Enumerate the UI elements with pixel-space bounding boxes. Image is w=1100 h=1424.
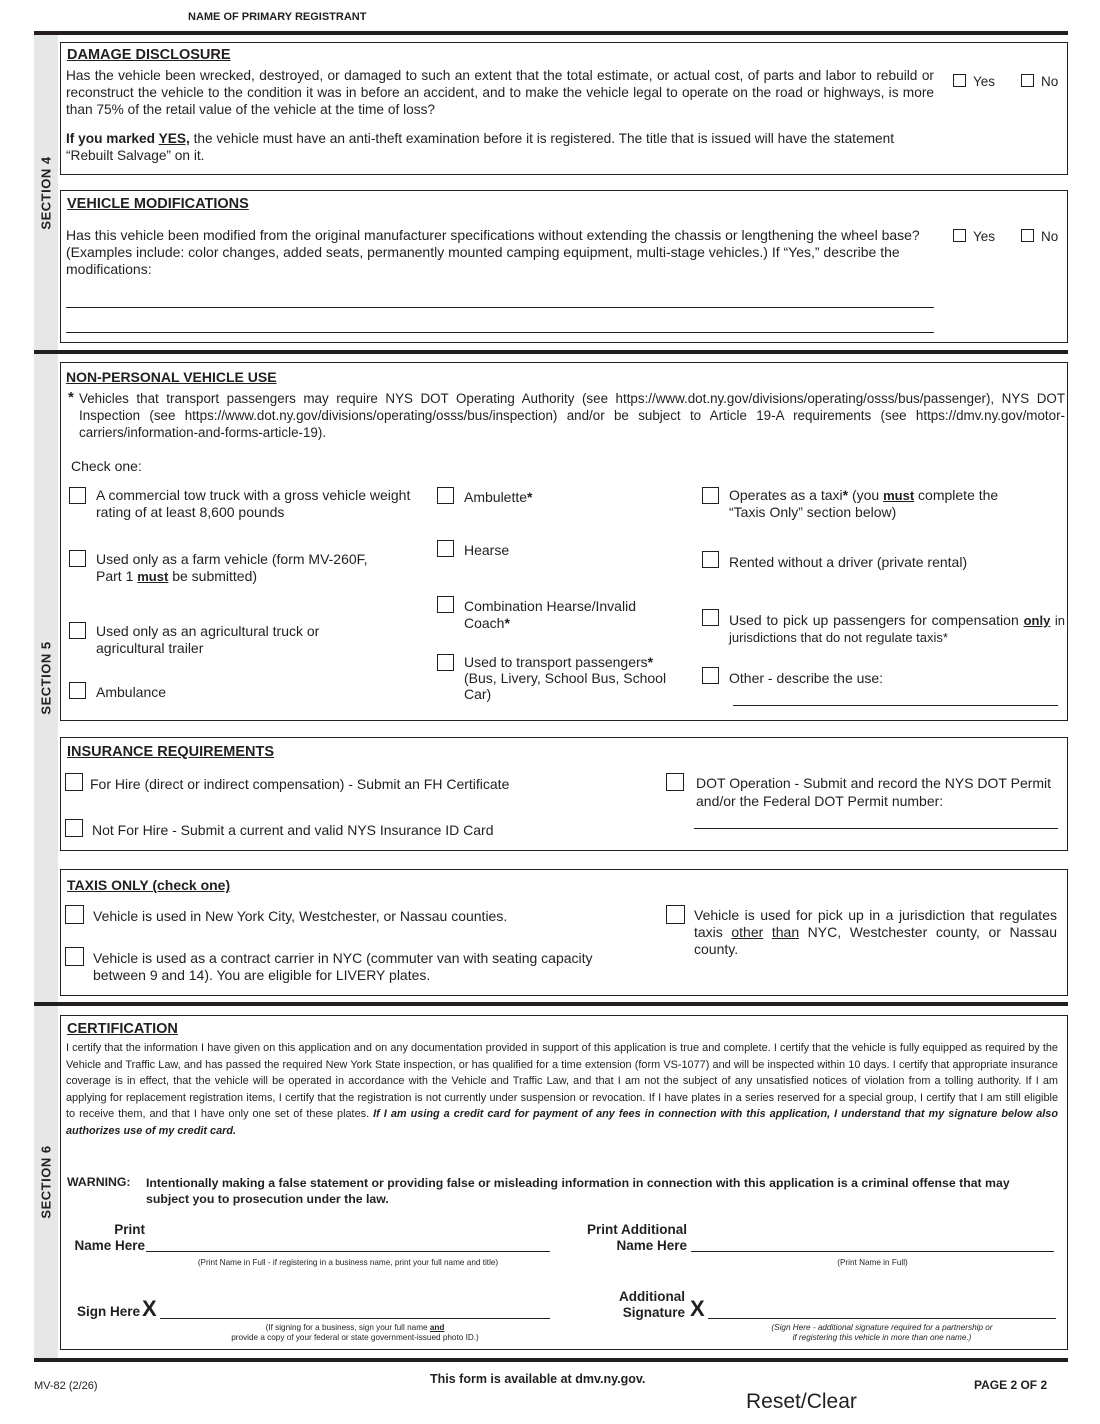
farm-vehicle-text-b: be submitted) <box>168 568 258 584</box>
damage-note <box>66 130 934 164</box>
vehicle-modifications-title: VEHICLE MODIFICATIONS <box>67 196 249 212</box>
section-6-rule <box>34 1002 1068 1006</box>
form-availability: This form is available at dmv.ny.gov. <box>430 1372 646 1386</box>
sign-here-hint <box>160 1323 550 1343</box>
additional-signature-line[interactable] <box>708 1318 1056 1319</box>
rented-checkbox[interactable] <box>702 551 719 568</box>
pickup-text-b: in jurisdictions that do not regulate taxis* <box>729 613 1066 645</box>
damage-yes-checkbox[interactable] <box>953 74 966 87</box>
dot-operation-checkbox[interactable] <box>666 773 684 791</box>
damage-note-rest: the vehicle must have an anti-theft examination before it is registered. The title that is issued will have the statement “Rebuilt Salvage” on it. <box>66 131 895 163</box>
dot-operation-label: DOT Operation - Submit and record the NYS DOT Permit and/or the Federal DOT Permit number: <box>696 775 1052 809</box>
combo-hearse-label <box>464 598 679 632</box>
non-personal-asterisk: * <box>68 389 74 406</box>
not-for-hire-label: Not For Hire - Submit a current and valid NYS Insurance ID Card <box>92 822 494 838</box>
transport-passengers-asterisk: * <box>647 654 654 670</box>
damage-no-label: No <box>1041 74 1059 89</box>
pickup-only: only <box>1023 613 1051 628</box>
modifications-no-label: No <box>1041 229 1059 244</box>
for-hire-label: For Hire (direct or indirect compensation) - Submit an FH Certificate <box>90 776 510 792</box>
print-additional-label: Print Additional Name Here <box>587 1222 687 1253</box>
taxi-other-text-a: Vehicle is used for pick up in a jurisdiction that regulates taxis <box>694 907 1057 940</box>
taxis-only-title: TAXIS ONLY (check one) <box>67 877 231 893</box>
other-use-line[interactable] <box>733 705 1058 706</box>
sign-here-label: Sign Here <box>76 1304 140 1319</box>
taxi-label <box>729 487 1029 521</box>
sign-hint-a: (If signing for a business, sign your full name <box>265 1323 430 1332</box>
taxi-must: must <box>883 488 915 503</box>
print-name-hint: (Print Name in Full - if registering in a business name, print your full name and title) <box>197 1258 499 1267</box>
warning-label: WARNING: <box>67 1175 131 1189</box>
other-use-checkbox[interactable] <box>702 667 719 684</box>
section-6-label: SECTION 6 <box>38 1145 54 1219</box>
farm-vehicle-text-a: Used only as a farm vehicle (form MV-260F, Part 1 <box>96 551 368 584</box>
taxi-other-u1: other <box>731 924 764 940</box>
top-rule <box>34 31 1068 35</box>
ambulette-checkbox[interactable] <box>437 487 454 504</box>
tow-truck-checkbox[interactable] <box>69 487 86 504</box>
transport-passengers-detail: (Bus, Livery, School Bus, School Car) <box>464 670 667 702</box>
rented-label: Rented without a driver (private rental) <box>729 554 968 570</box>
sign-here-line[interactable] <box>160 1318 550 1319</box>
combo-hearse-text: Combination Hearse/Invalid Coach <box>464 598 636 631</box>
ambulette-text: Ambulette <box>464 489 528 505</box>
taxi-text-b: (you <box>848 487 884 503</box>
check-one-label: Check one: <box>71 458 142 474</box>
add-sig-hint-a: (Sign Here - additional signature required for a partnership or <box>771 1323 993 1332</box>
section-6-sidebar <box>34 1006 58 1358</box>
non-personal-use-title: NON-PERSONAL VEHICLE USE <box>66 369 277 385</box>
certification-text: I certify that the information I have given on this application and on any documentation provided in support of this application is true and complete. I certify that the vehicle is fully equipped as required by the Vehicle and Traffic Law, and has passed the required New York State inspection, or has qualified for a time extension (form VS-1077) and will be inspected within 10 days. I certify that appropriate insurance coverage is in effect, that the vehicle will be operated in accordance with the Vehicle and Traffic Law, and that I am not the subject of any unsatisfied notices of violation from a tolling authority. If I am applying for replacement registration items, I certify that the registration is not currently under suspension or revocation. If I have plates in a series reserved for a special group, I certify that I am still eligible to receive them, and that I have only one set of these plates. <box>66 1042 1058 1120</box>
section-4-label: SECTION 4 <box>38 155 54 230</box>
transport-passengers-checkbox[interactable] <box>437 654 454 671</box>
damage-disclosure-title: DAMAGE DISCLOSURE <box>67 47 231 63</box>
transport-passengers-label <box>464 654 679 702</box>
additional-sign-x: X <box>690 1296 705 1321</box>
modifications-question: Has this vehicle been modified from the original manufacturer specifications without extending the chassis or lengthening the wheel base? (Examples include: color changes, added seats, permanently mounted camping equipment, multi-stage vehicles.) If “Yes,” describe the modifications: <box>66 227 920 277</box>
hearse-checkbox[interactable] <box>437 540 454 557</box>
taxi-other-jurisdiction-label <box>694 907 1057 958</box>
taxi-text-a: Operates as a taxi <box>729 487 843 503</box>
farm-vehicle-must: must <box>137 569 169 584</box>
damage-note-yes: YES, <box>158 131 190 146</box>
combo-hearse-asterisk: * <box>504 615 510 631</box>
section-5-label: SECTION 5 <box>38 641 54 715</box>
section-4-sidebar <box>34 35 58 350</box>
damage-no-checkbox[interactable] <box>1021 74 1034 87</box>
taxi-contract-label: Vehicle is used as a contract carrier in NYC (commuter van with seating capacity between 9 and 14). You are eligible for LIVERY plates. <box>93 950 593 983</box>
taxi-other-text-b: NYC, Westchester county, or Nassau county. <box>694 924 1057 957</box>
non-personal-note: Vehicles that transport passengers may require NYS DOT Operating Authority (see https://www.dot.ny.gov/divisions/operating/osss/bus/passenger), NYS DOT Inspection (see https://www.dot.ny.gov/divisions/operating/osss/bus/inspection) and/or be subject to Article 19-A requirements (see https://dmv.ny.gov/motor-carriers/information-and-forms-article-19). <box>79 391 1065 440</box>
taxi-nyc-checkbox[interactable] <box>65 905 84 924</box>
bottom-rule <box>34 1358 1068 1362</box>
reset-clear-button[interactable]: Reset/Clear <box>746 1390 857 1413</box>
certification-body <box>66 1040 1058 1139</box>
sign-hint-and: and <box>429 1323 445 1332</box>
certification-credit-card: If I am using a credit card for payment of any fees in connection with this application, I understand that my signature below also authorizes use of my credit card. <box>66 1108 1058 1137</box>
taxi-contract-checkbox[interactable] <box>65 947 84 966</box>
pickup-compensation-checkbox[interactable] <box>702 609 719 626</box>
modifications-yes-label: Yes <box>973 229 996 244</box>
agricultural-checkbox[interactable] <box>69 622 86 639</box>
transport-passengers-text: Used to transport passengers <box>464 654 648 670</box>
additional-signature-label: Additional Signature <box>619 1289 685 1320</box>
damage-question: Has the vehicle been wrecked, destroyed, or damaged to such an extent that the total estimate, or actual cost, of parts and labor to rebuild or reconstruct the vehicle to the condition it was in before an accident, and to make the vehicle legal to operate on the road or highways, is more than 75% of the retail value of the vehicle at the time of loss? <box>66 68 934 117</box>
combo-hearse-checkbox[interactable] <box>437 596 454 613</box>
taxi-asterisk: * <box>842 487 849 503</box>
print-name-line[interactable] <box>146 1251 550 1252</box>
ambulance-label: Ambulance <box>96 684 167 700</box>
section-5-sidebar <box>34 354 58 1002</box>
ambulette-asterisk: * <box>527 489 533 505</box>
damage-note-lead: If you marked <box>66 131 159 146</box>
section-5-rule <box>34 350 1068 354</box>
dot-permit-line[interactable] <box>694 828 1058 829</box>
taxi-text-c: complete the “Taxis Only” section below) <box>729 487 999 520</box>
hearse-label: Hearse <box>464 542 510 558</box>
form-number: MV-82 (2/26) <box>34 1380 98 1392</box>
print-additional-hint: (Print Name in Full) <box>837 1258 908 1267</box>
farm-vehicle-checkbox[interactable] <box>69 550 86 567</box>
warning-text: Intentionally making a false statement or providing false or misleading information in connection with this application is a criminal offense that may subject you to prosecution under the law. <box>146 1176 1010 1206</box>
certification-title: CERTIFICATION <box>67 1021 178 1037</box>
insurance-title: INSURANCE REQUIREMENTS <box>67 744 275 760</box>
print-name-label: Print Name Here <box>74 1222 145 1253</box>
sign-hint-b: provide a copy of your federal or state government-issued photo ID.) <box>231 1333 479 1342</box>
modifications-no-checkbox[interactable] <box>1021 229 1034 242</box>
tow-truck-label: A commercial tow truck with a gross vehicle weight rating of at least 8,600 pounds <box>96 487 411 520</box>
damage-yes-label: Yes <box>973 74 996 89</box>
other-use-label: Other - describe the use: <box>729 670 884 686</box>
modifications-line-1[interactable] <box>66 307 934 308</box>
taxi-other-jurisdiction-checkbox[interactable] <box>666 905 685 924</box>
taxi-checkbox[interactable] <box>702 487 719 504</box>
additional-signature-hint <box>708 1323 1056 1343</box>
print-additional-line[interactable] <box>691 1251 1054 1252</box>
primary-registrant-label: NAME OF PRIMARY REGISTRANT <box>188 11 367 23</box>
modifications-line-2[interactable] <box>66 332 934 333</box>
ambulette-label <box>464 489 533 506</box>
pickup-compensation-label <box>729 612 1065 646</box>
for-hire-checkbox[interactable] <box>65 773 83 791</box>
sign-x: X <box>142 1296 157 1321</box>
ambulance-checkbox[interactable] <box>69 682 86 699</box>
taxi-nyc-label: Vehicle is used in New York City, Westchester, or Nassau counties. <box>93 908 508 924</box>
not-for-hire-checkbox[interactable] <box>65 819 83 837</box>
farm-vehicle-label <box>96 551 386 585</box>
agricultural-label: Used only as an agricultural truck or agricultural trailer <box>96 623 320 656</box>
page-number: PAGE 2 OF 2 <box>974 1378 1048 1392</box>
add-sig-hint-b: if registering this vehicle in more than one name.) <box>792 1333 972 1342</box>
modifications-yes-checkbox[interactable] <box>953 229 966 242</box>
taxi-other-u2: than <box>771 924 800 940</box>
pickup-text-a: Used to pick up passengers for compensation <box>729 612 1024 628</box>
